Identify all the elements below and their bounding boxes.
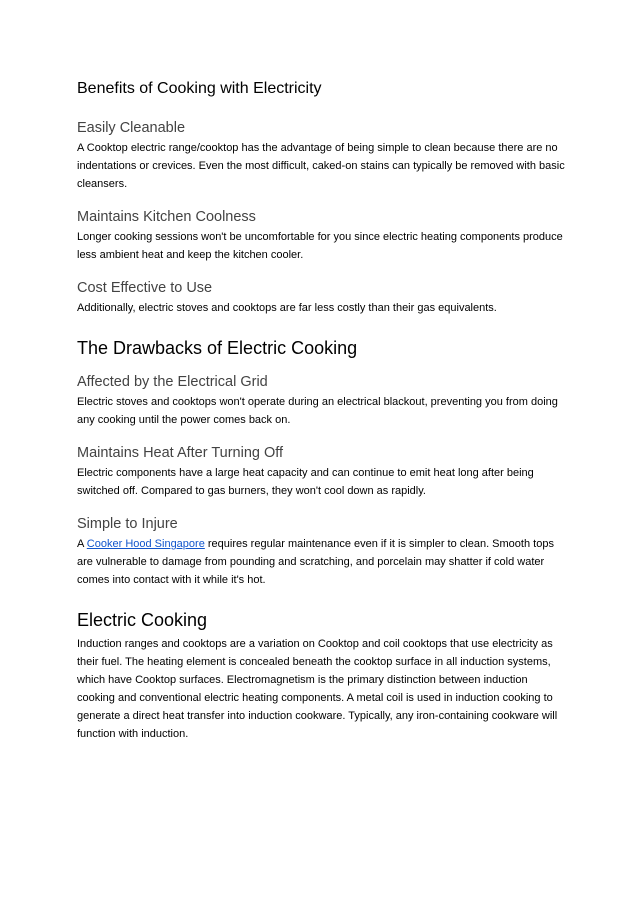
heat-after-off-heading: Maintains Heat After Turning Off xyxy=(77,445,284,461)
benefits-title: Benefits of Cooking with Electricity xyxy=(77,80,322,97)
simple-to-injure-text xyxy=(77,535,567,589)
cost-effective-text: Additionally, electric stoves and cooktops are far less costly than their gas equivalents. xyxy=(77,302,497,314)
document-content xyxy=(77,78,567,743)
electric-cooking-text: Induction ranges and cooktops are a variation on Cooktop and coil cooktops that use electricity as their fuel. The heating element is concealed beneath the cooktop surface in all induction systems, which have Cooktop surfaces. Electromagnetism is the primary distinction between induction cooking and conventional electric heating components. A metal coil is used in induction cooking to generate a direct heat transfer into induction cookware. Typically, any iron-containing cookware will function with induction. xyxy=(77,638,558,740)
simple-to-injure-prefix: A xyxy=(77,538,87,550)
cost-effective-heading: Cost Effective to Use xyxy=(77,280,213,296)
heat-after-off-text: Electric components have a large heat capacity and can continue to emit heat long after being switched off. Compared to gas burners, they won't cool down as rapidly. xyxy=(77,467,534,497)
kitchen-coolness-text: Longer cooking sessions won't be uncomfortable for you since electric heating components produce less ambient heat and keep the kitchen cooler. xyxy=(77,231,563,261)
electrical-grid-heading: Affected by the Electrical Grid xyxy=(77,374,268,390)
easily-cleanable-heading: Easily Cleanable xyxy=(77,120,186,136)
simple-to-injure-heading: Simple to Injure xyxy=(77,516,178,532)
drawbacks-title: The Drawbacks of Electric Cooking xyxy=(77,338,358,358)
kitchen-coolness-heading: Maintains Kitchen Coolness xyxy=(77,209,256,225)
electrical-grid-text: Electric stoves and cooktops won't operate during an electrical blackout, preventing you from doing any cooking until the power comes back on. xyxy=(77,396,558,426)
electric-cooking-title: Electric Cooking xyxy=(77,610,208,630)
simple-to-injure-suffix: requires regular maintenance even if it is simpler to clean. Smooth tops are vulnerable to damage from pounding and scratching, and porcelain may shatter if cold water comes into contact with it while it's hot. xyxy=(77,538,554,586)
cooker-hood-link[interactable]: Cooker Hood Singapore xyxy=(86,538,205,550)
easily-cleanable-text: A Cooktop electric range/cooktop has the advantage of being simple to clean because there are no indentations or crevices. Even the most difficult, caked-on stains can typically be removed with basic cleansers. xyxy=(77,142,565,190)
